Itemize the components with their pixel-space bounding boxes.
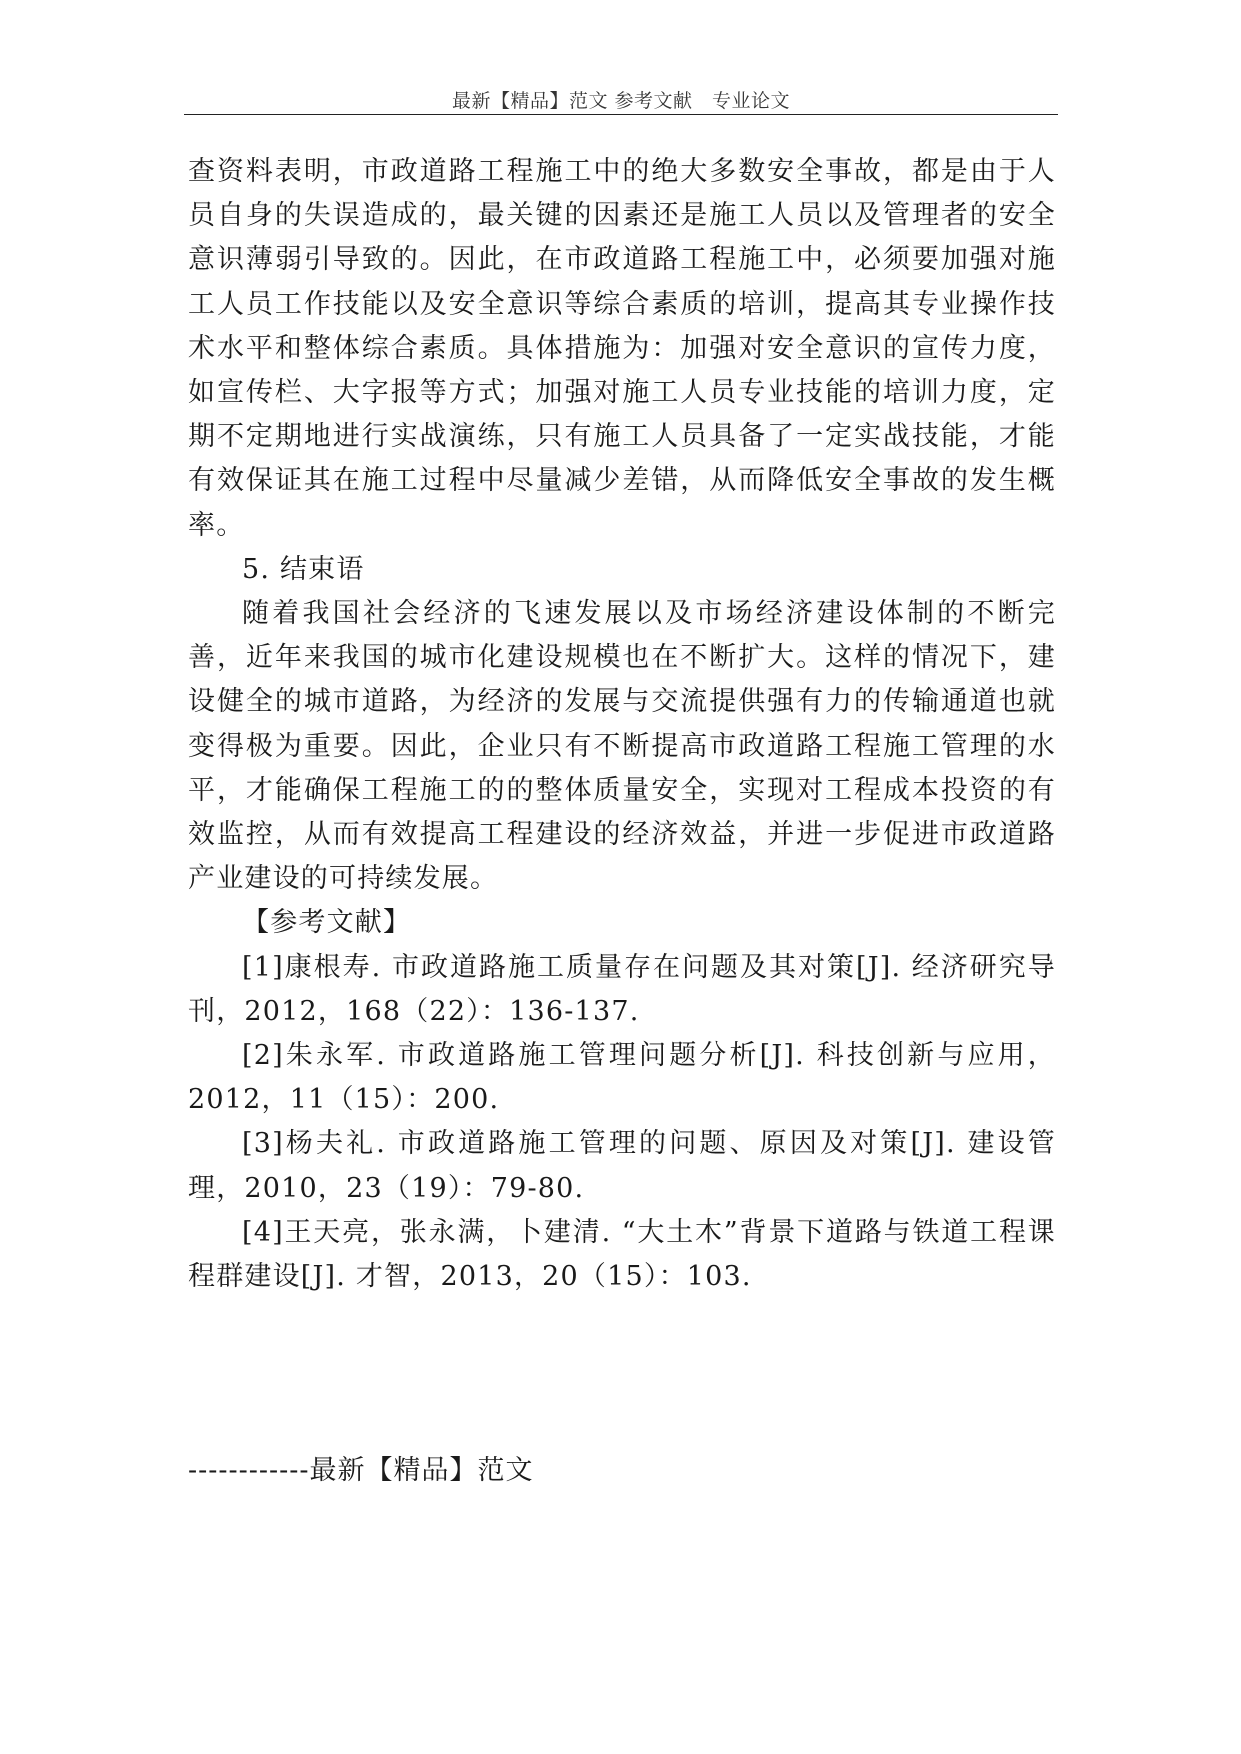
page-header: 最新【精品】范文 参考文献 专业论文 — [451, 90, 791, 112]
document-body — [188, 150, 1056, 1299]
references-heading: 【参考文献】 — [242, 907, 412, 939]
reference-item-2: [2]朱永军. 市政道路施工管理问题分析[J]. 科技创新与应用，2012，11（15）：200. — [188, 1040, 1056, 1116]
body-paragraph-continued: 查资料表明，市政道路工程施工中的绝大多数安全事故，都是由于人员自身的失误造成的，最关键的因素还是施工人员以及管理者的安全意识薄弱引导致的。因此，在市政道路工程施工中，必须要加强对施工人员工作技能以及安全意识等综合素质的培训，提高其专业操作技术水平和整体综合素质。具体措施为：加强对安全意识的宣传力度，如宣传栏、大字报等方式；加强对施工人员专业技能的培训力度，定期不定期地进行实战演练，只有施工人员具备了一定实战技能，才能有效保证其在施工过程中尽量减少差错，从而降低安全事故的发生概率。 — [188, 156, 1056, 541]
footer-text: ------------最新【精品】范文 — [188, 1455, 534, 1486]
reference-item-1: [1]康根寿. 市政道路施工质量存在问题及其对策[J]. 经济研究导刊，2012，168（22）：136-137. — [188, 951, 1056, 1027]
header-divider — [184, 114, 1058, 115]
body-paragraph-conclusion: 随着我国社会经济的飞速发展以及市场经济建设体制的不断完善，近年来我国的城市化建设规模也在不断扩大。这样的情况下，建设健全的城市道路，为经济的发展与交流提供强有力的传输通道也就变得极为重要。因此，企业只有不断提高市政道路工程施工管理的水平，才能确保工程施工的的整体质量安全，实现对工程成本投资的有效监控，从而有效提高工程建设的经济效益，并进一步促进市政道路产业建设的可持续发展。 — [188, 598, 1056, 895]
reference-item-4: [4]王天亮，张永满，卜建清. “大土木”背景下道路与铁道工程课程群建设[J]. 才智，2013，20（15）：103. — [188, 1216, 1056, 1293]
section-heading-conclusion: 5. 结束语 — [242, 553, 365, 585]
reference-item-3: [3]杨夫礼. 市政道路施工管理的问题、原因及对策[J]. 建设管理，2010，23（19）：79-80. — [188, 1128, 1056, 1204]
